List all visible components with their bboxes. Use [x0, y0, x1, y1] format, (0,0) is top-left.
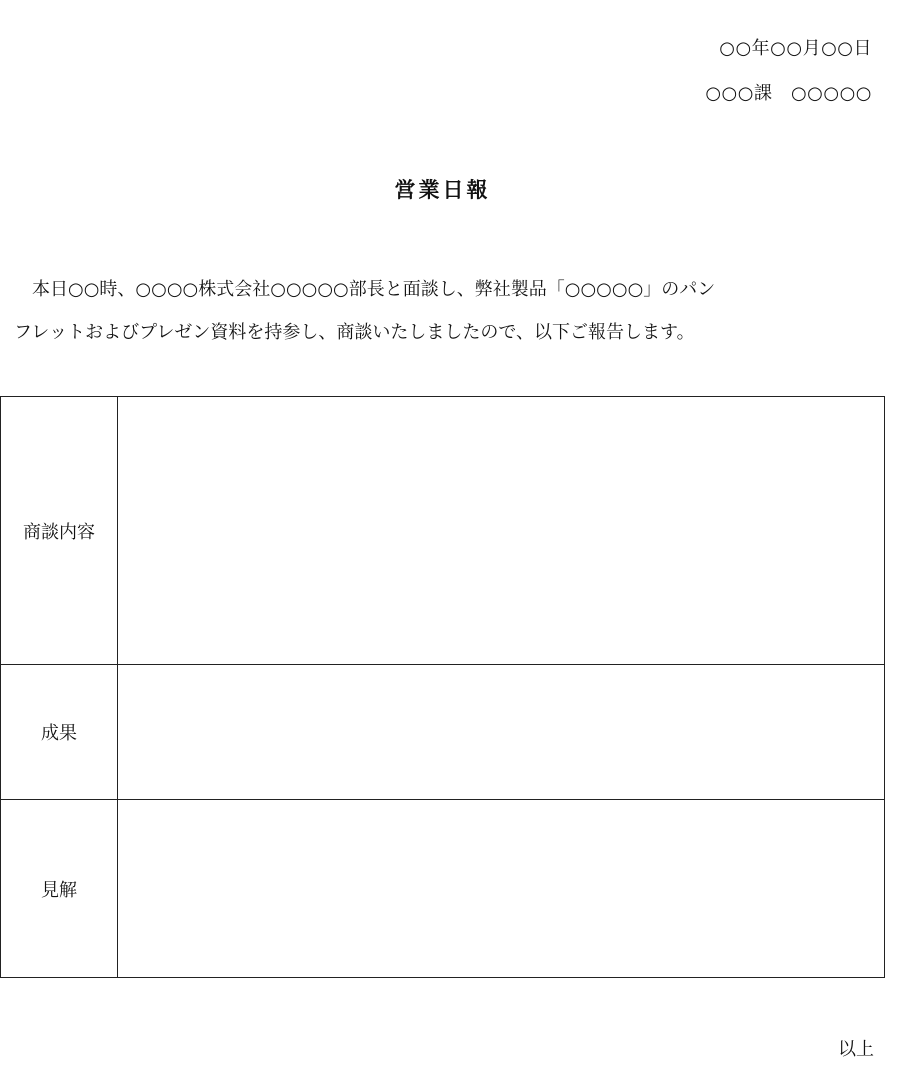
document-title: 営業日報 [394, 177, 491, 202]
intro-paragraph [14, 268, 880, 354]
table-row [1, 397, 885, 665]
report-table [0, 396, 885, 978]
row-label-opinion: 見解 [1, 800, 118, 978]
intro-line: フレットおよびプレゼン資料を持参し、商談いたしましたので、以下ご報告します。 [14, 322, 695, 343]
negotiation-content-cell[interactable] [118, 397, 885, 665]
row-label-negotiation: 商談内容 [1, 397, 118, 665]
report-author: ○○○課 ○○○○○ [705, 83, 872, 104]
results-content-cell[interactable] [118, 665, 885, 800]
opinion-content-cell[interactable] [118, 800, 885, 978]
table-row [1, 665, 885, 800]
intro-line: 本日○○時、○○○○株式会社○○○○○部長と面談し、弊社製品「○○○○○」のパン [32, 279, 716, 300]
report-date: ○○年○○月○○日 [719, 38, 872, 59]
closing-text: 以上 [838, 1039, 874, 1060]
row-label-results: 成果 [1, 665, 118, 800]
table-row [1, 800, 885, 978]
